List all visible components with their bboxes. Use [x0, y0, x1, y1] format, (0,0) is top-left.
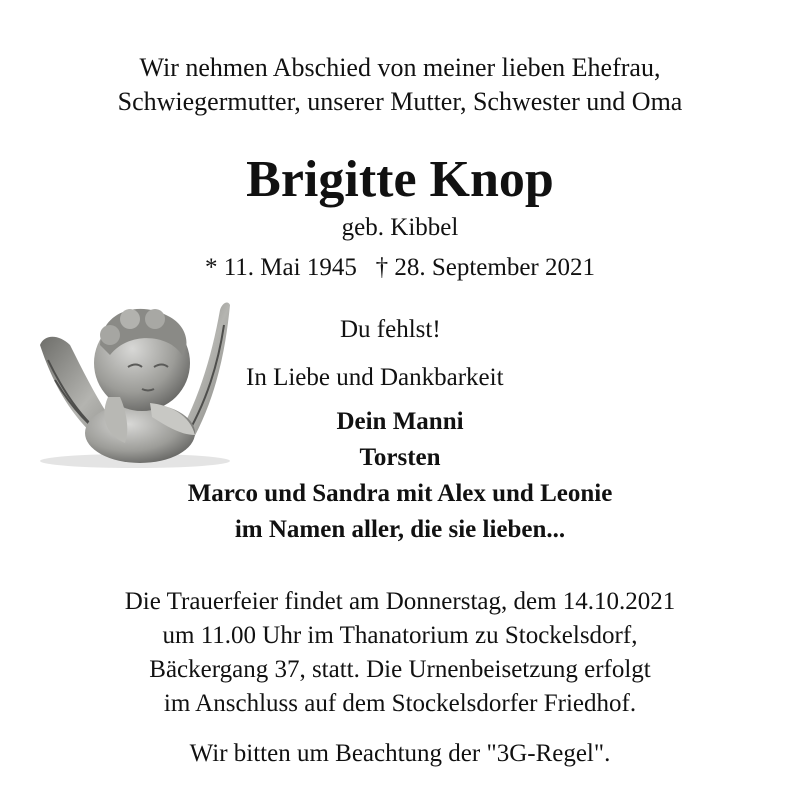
signer-line: im Namen aller, die sie lieben...: [234, 516, 566, 543]
missed-message: Du fehlst!: [340, 316, 441, 343]
signer-line: Torsten: [359, 444, 441, 471]
ceremony-line: im Anschluss auf dem Stockelsdorfer Friedhof.: [163, 690, 637, 717]
life-dates: * 11. Mai 1945 † 28. September 2021: [204, 254, 595, 281]
deceased-name: Brigitte Knop: [246, 151, 554, 208]
angel-figurine-icon: [30, 285, 240, 470]
signer-line: Marco und Sandra mit Alex und Leonie: [187, 480, 613, 507]
intro-line-1: Wir nehmen Abschied von meiner lieben Ehefrau,: [139, 53, 661, 82]
maiden-name: geb. Kibbel: [341, 214, 459, 241]
ceremony-line: Die Trauerfeier findet am Donnerstag, dem 14.10.2021: [124, 588, 676, 615]
ceremony-line: um 11.00 Uhr im Thanatorium zu Stockelsdorf,: [162, 622, 638, 649]
love-message: In Liebe und Dankbarkeit: [246, 364, 504, 391]
intro-line-2: Schwiegermutter, unserer Mutter, Schwester und Oma: [117, 87, 683, 116]
covid-notice: Wir bitten um Beachtung der "3G-Regel".: [189, 740, 611, 767]
signer-line: Dein Manni: [336, 408, 464, 435]
ceremony-line: Bäckergang 37, statt. Die Urnenbeisetzung erfolgt: [149, 656, 651, 683]
